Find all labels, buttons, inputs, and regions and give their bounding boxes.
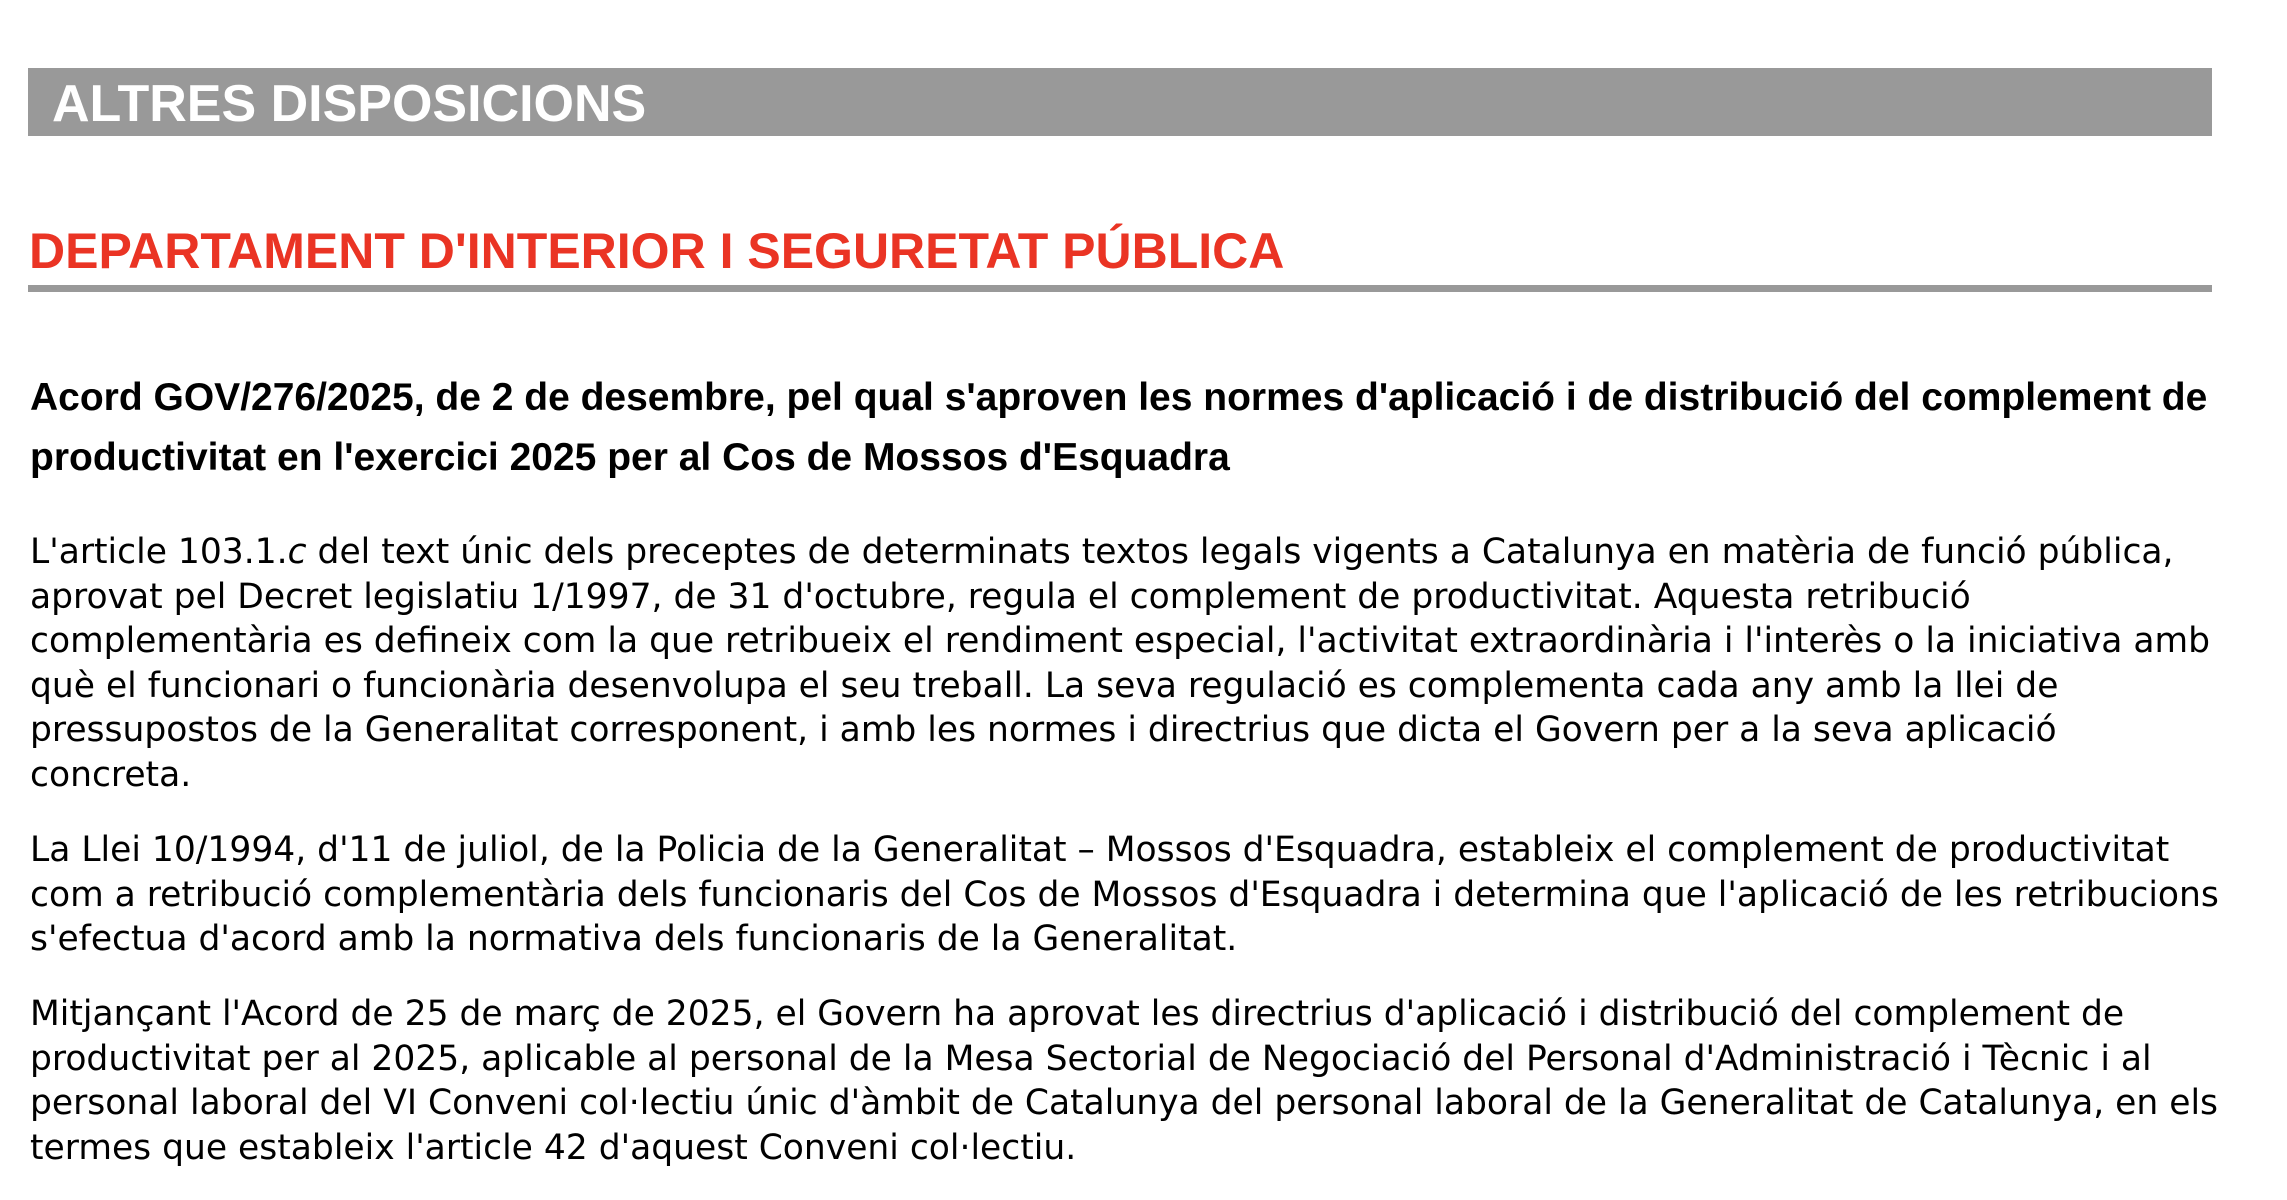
document-title: Acord GOV/276/2025, de 2 de desembre, pel qual s'aproven les normes d'aplicació i de distribució del complement de productivitat en l'exercici 2025 per al Cos de Mossos d'Esquadra bbox=[30, 376, 2208, 479]
paragraph-1-text-end: del text únic dels preceptes de determinats textos legals vigents a Catalunya en matèria de funció pública, aprovat pel Decret legislatiu 1/1997, de 31 d'octubre, regula el complement de productivitat. Aquesta retribució complementària es defineix com la que retribueix el rendiment especial, l'activitat extraordinària i l'interès o la iniciativa amb què el funcionari o funcionària desenvolupa el seu treball. La seva regulació es complementa cada any amb la llei de pressupostos de la Generalitat corresponent, i amb les normes i directrius que dicta el Govern per a la seva aplicació concreta. bbox=[30, 532, 2211, 795]
body-paragraph-2: La Llei 10/1994, d'11 de juliol, de la Policia de la Generalitat – Mossos d'Esquadra, estableix el complement de productivitat com a retribució complementària dels funcionaris del Cos de Mossos d'Esquadra i determina que l'aplicació de les retribucions s'efectua d'acord amb la normativa dels funcionaris de la Generalitat. bbox=[30, 830, 2219, 959]
paragraph-1-text-start: L'article 103.1. bbox=[30, 532, 288, 572]
department-divider bbox=[28, 285, 2212, 292]
body-paragraph-1 bbox=[30, 530, 2220, 797]
section-title: ALTRES DISPOSICIONS bbox=[52, 75, 647, 133]
paragraph-1-italic-letter: c bbox=[287, 532, 307, 572]
body-paragraph-3: Mitjançant l'Acord de 25 de març de 2025, el Govern ha aprovat les directrius d'aplicació i distribució del complement de productivitat per al 2025, aplicable al personal de la Mesa Sectorial de Negociació del Personal d'Administració i Tècnic i al personal laboral del VI Conveni col·lectiu únic d'àmbit de Catalunya del personal laboral de la Generalitat de Catalunya, en els termes que estableix l'article 42 d'aquest Conveni col·lectiu. bbox=[30, 994, 2219, 1168]
department-title: DEPARTAMENT D'INTERIOR I SEGURETAT PÚBLICA bbox=[29, 223, 1285, 279]
